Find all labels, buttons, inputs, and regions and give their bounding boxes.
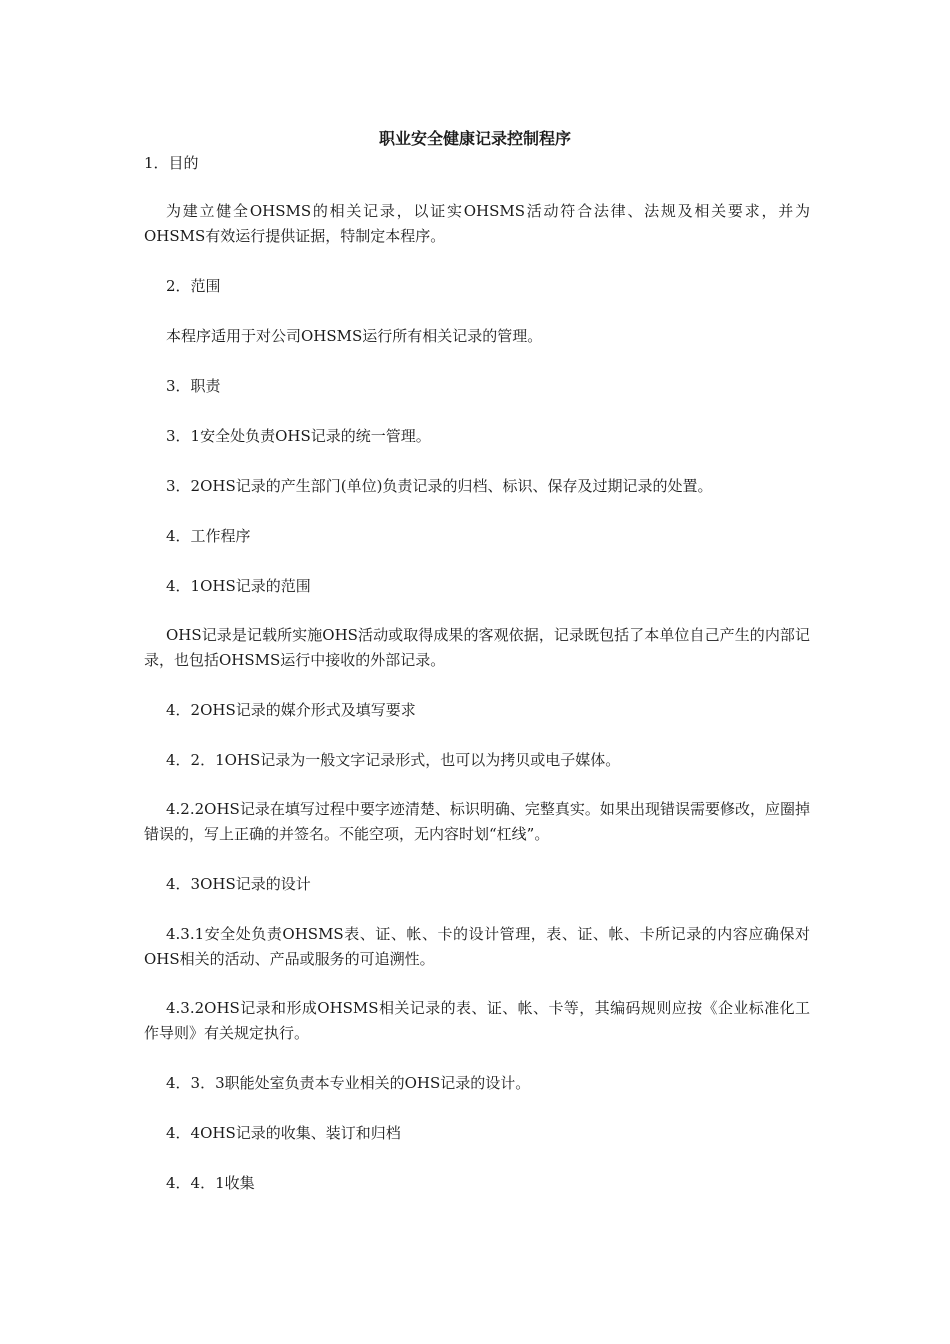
paragraph-duty-3-2: 3．2OHS记录的产生部门(单位)负责记录的归档、标识、保存及过期记录的处置。 bbox=[166, 477, 713, 495]
subsection-heading-4-3: 4．3OHS记录的设计 bbox=[166, 875, 311, 893]
subsection-heading-4-1: 4．1OHS记录的范围 bbox=[166, 577, 311, 595]
section-heading-scope: 2．范围 bbox=[166, 277, 221, 295]
section-heading-duties: 3．职责 bbox=[166, 377, 221, 395]
paragraph-scope: 本程序适用于对公司OHSMS运行所有相关记录的管理。 bbox=[166, 327, 543, 345]
subsection-heading-4-2: 4．2OHS记录的媒介形式及填写要求 bbox=[166, 701, 416, 719]
section-heading-purpose: 1．目的 bbox=[144, 154, 199, 172]
document-title: 职业安全健康记录控制程序 bbox=[378, 129, 571, 148]
section-heading-procedure: 4．工作程序 bbox=[166, 527, 251, 545]
paragraph-4-2-1: 4．2．1OHS记录为一般文字记录形式，也可以为拷贝或电子媒体。 bbox=[166, 751, 621, 769]
paragraph-4-2-2: 4.2.2OHS记录在填写过程中要字迹清楚、标识明确、完整真实。如果出现错误需要修改，应圈掉错误的，写上正确的并签名。不能空项，无内容时划“杠线”。 bbox=[144, 800, 810, 843]
paragraph-duty-3-1: 3．1安全处负责OHS记录的统一管理。 bbox=[166, 427, 431, 445]
paragraph-4-1: OHS记录是记载所实施OHS活动或取得成果的客观依据，记录既包括了本单位自己产生的内部记录，也包括OHSMS运行中接收的外部记录。 bbox=[144, 626, 810, 669]
paragraph-4-3-3: 4．3．3职能处室负责本专业相关的OHS记录的设计。 bbox=[166, 1074, 531, 1092]
paragraph-4-3-2: 4.3.2OHS记录和形成OHSMS相关记录的表、证、帐、卡等，其编码规则应按《企业标准化工作导则》有关规定执行。 bbox=[144, 999, 810, 1042]
paragraph-4-3-1: 4.3.1安全处负责OHSMS表、证、帐、卡的设计管理，表、证、帐、卡所记录的内容应确保对OHS相关的活动、产品或服务的可追溯性。 bbox=[144, 925, 810, 968]
subsection-heading-4-4-1: 4．4．1收集 bbox=[166, 1174, 255, 1192]
subsection-heading-4-4: 4．4OHS记录的收集、装订和归档 bbox=[166, 1124, 401, 1142]
paragraph-purpose: 为建立健全OHSMS的相关记录，以证实OHSMS活动符合法律、法规及相关要求，并为OHSMS有效运行提供证据，特制定本程序。 bbox=[144, 202, 810, 245]
